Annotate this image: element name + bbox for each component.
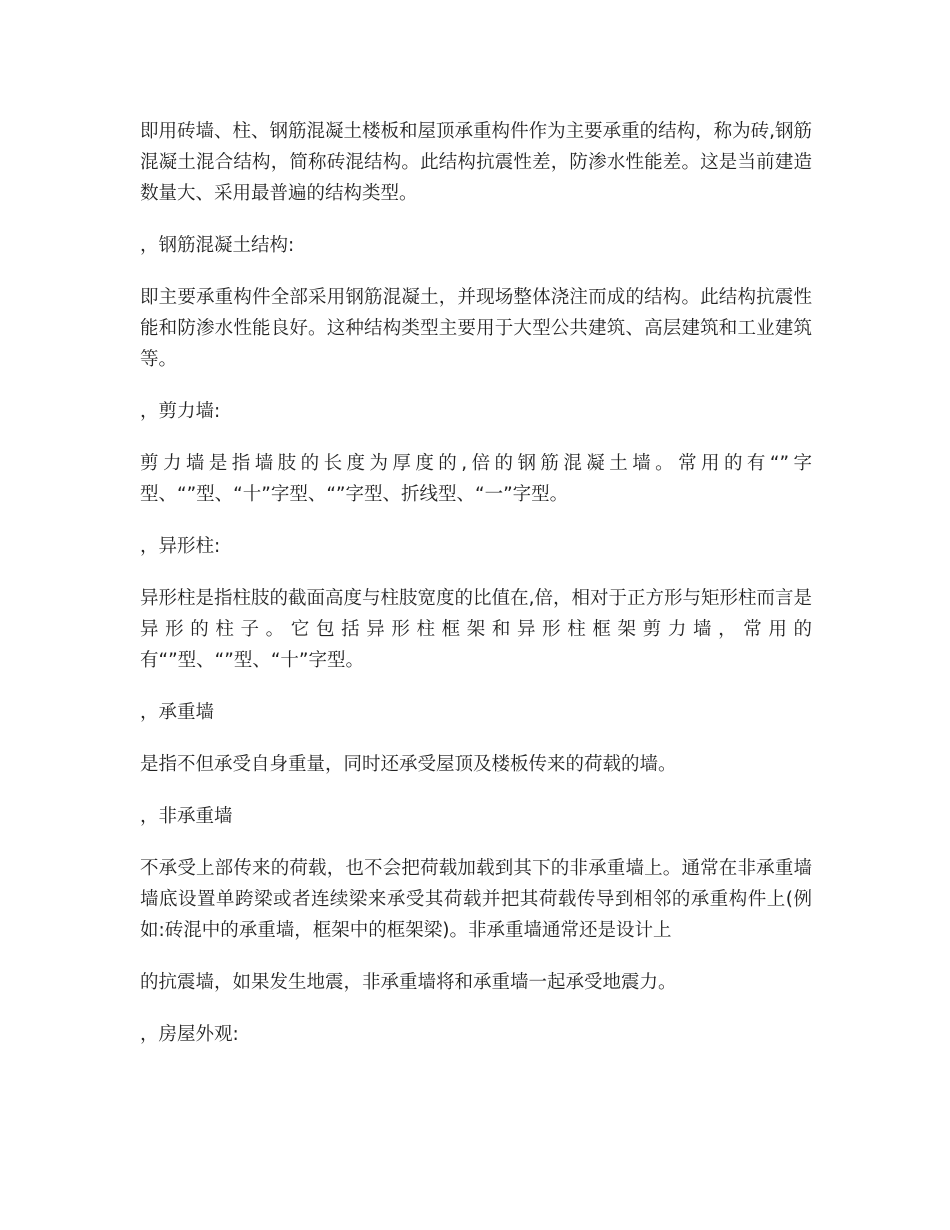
paragraph-seismic-wall: 的抗震墙，如果发生地震，非承重墙将和承重墙一起承受地震力。 xyxy=(140,972,677,993)
heading-house-appearance: ，房屋外观: xyxy=(140,1024,239,1045)
paragraph-reinforced-concrete-structure: 即主要承重构件全部采用钢筋混凝土，并现场整体浇注而成的结构。此结构抗震性能和防渗水性能良好。这种结构类型主要用于大型公共建筑、高层建筑和工业建筑等。 xyxy=(140,287,812,370)
heading-non-load-bearing-wall: ，非承重墙 xyxy=(140,806,233,827)
paragraph-load-bearing-wall: 是指不但承受自身重量，同时还承受屋顶及楼板传来的荷载的墙。 xyxy=(140,754,677,775)
heading-reinforced-concrete-structure: ，钢筋混凝土结构: xyxy=(140,235,295,256)
heading-shear-wall: ，剪力墙: xyxy=(140,401,221,422)
paragraph-special-shaped-column: 异形柱是指柱肢的截面高度与柱肢宽度的比值在,倍，相对于正方形与矩形柱而言是异形的柱子。它包括异形柱框架和异形柱框架剪力墙，常用的有“”型、“”型、“十”字型。 xyxy=(140,588,812,671)
paragraph-non-load-bearing-wall: 不承受上部传来的荷载，也不会把荷载加载到其下的非承重墙上。通常在非承重墙墙底设置单跨梁或者连续梁来承受其荷载并把其荷载传导到相邻的承重构件上(例如:砖混中的承重墙，框架中的框架梁)。非承重墙通常还是设计上 xyxy=(140,858,812,941)
heading-special-shaped-column: ，异形柱: xyxy=(140,536,221,557)
heading-load-bearing-wall: ，承重墙 xyxy=(140,702,215,723)
paragraph-shear-wall: 剪力墙是指墙肢的长度为厚度的,倍的钢筋混凝土墙。常用的有“”字型、“”型、“十”字型、“”字型、折线型、“一”字型。 xyxy=(140,453,812,505)
paragraph-brick-concrete-structure: 即用砖墙、柱、钢筋混凝土楼板和屋顶承重构件作为主要承重的结构，称为砖,钢筋混凝土混合结构，简称砖混结构。此结构抗震性差，防渗水性能差。这是当前建造数量大、采用最普遍的结构类型。 xyxy=(140,121,812,204)
